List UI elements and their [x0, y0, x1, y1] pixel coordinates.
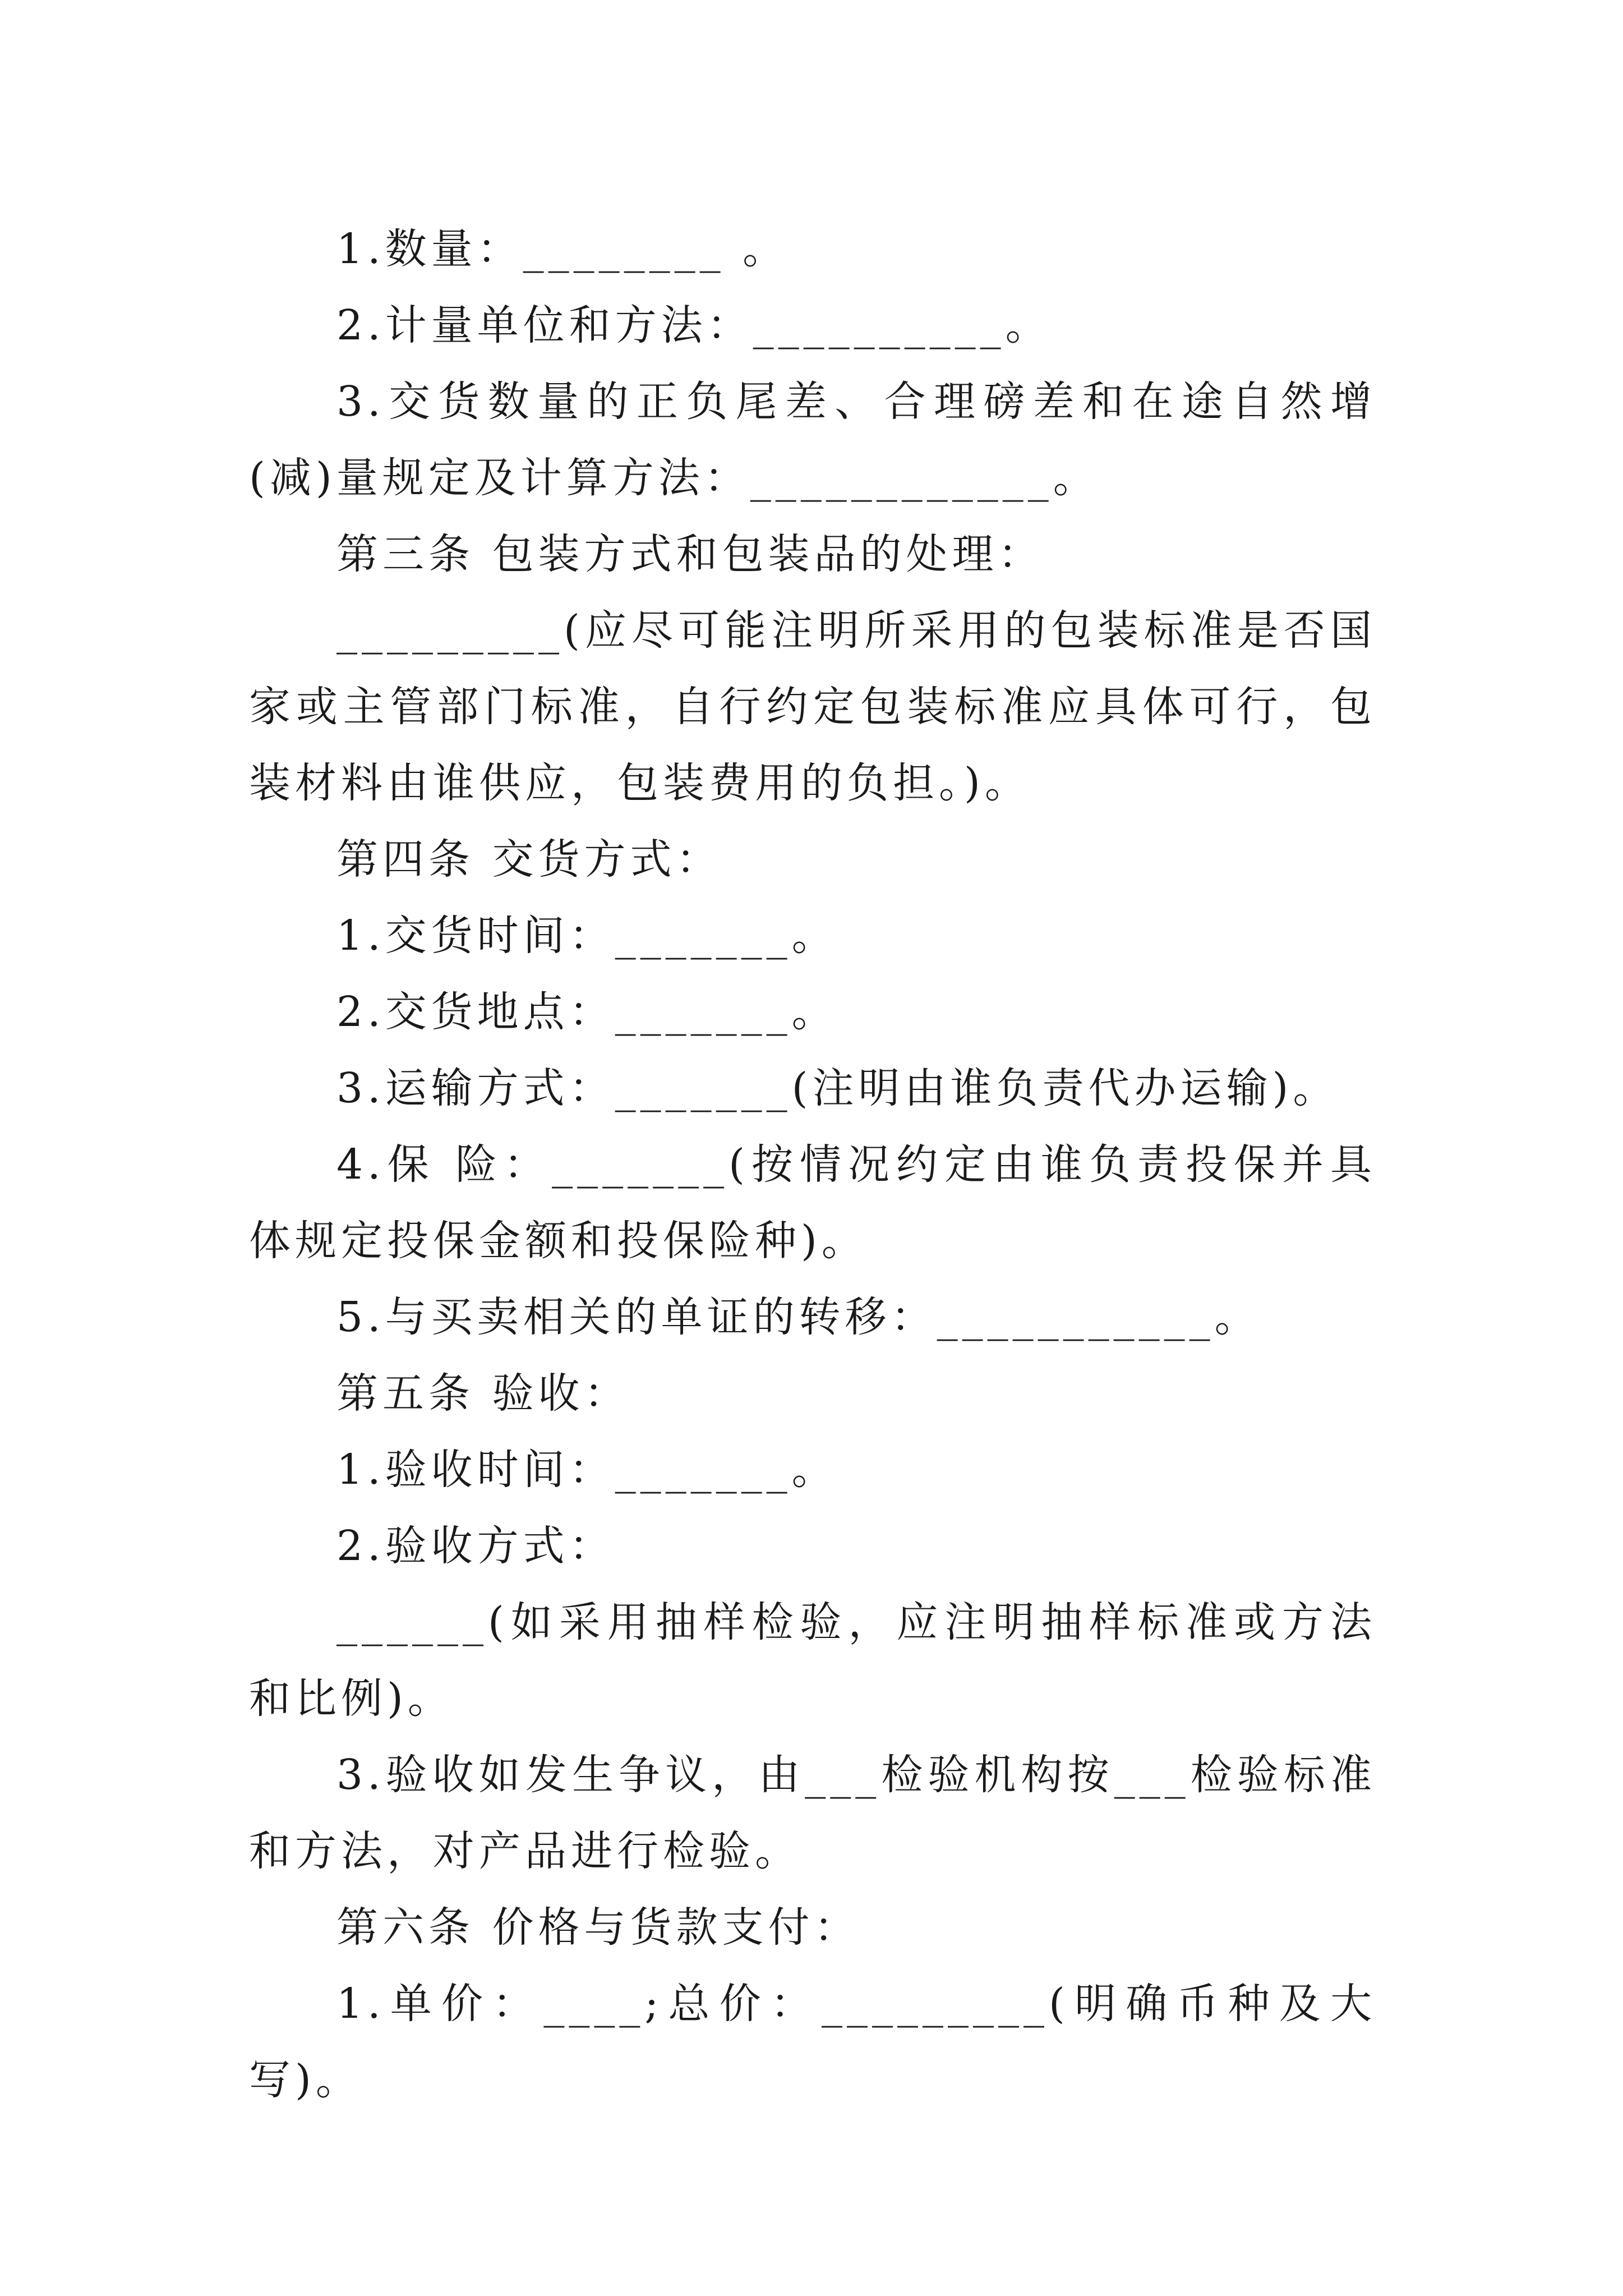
clause-transport: 3.运输方式：_______(注明由谁负责代办运输)。	[336, 1064, 1339, 1112]
clause-measurement-unit: 2.计量单位和方法：__________。	[336, 301, 1052, 349]
document-body	[249, 211, 1376, 2118]
clause-acceptance-time: 1.验收时间：_______。	[336, 1446, 838, 1494]
clause-insurance: 4.保 险：_______(按情况约定由谁负责投保并具体规定投保金额和投保险种)。	[249, 1140, 1376, 1265]
article-5-heading: 第五条 验收：	[336, 1369, 630, 1418]
article-4-heading: 第四条 交货方式：	[336, 835, 722, 884]
clause-delivery-place: 2.交货地点：_______。	[336, 988, 838, 1036]
clause-acceptance-method: 2.验收方式：	[336, 1522, 615, 1570]
clause-quantity-tolerance: 3.交货数量的正负尾差、合理磅差和在途自然增(减)量规定及计算方法：____________。	[249, 378, 1376, 502]
clause-quantity: 1.数量：________ 。	[336, 225, 789, 273]
clause-dispute-inspection: 3.验收如发生争议，由___检验机构按___检验标准和方法，对产品进行检验。	[249, 1751, 1376, 1875]
clause-price: 1.单价：____;总价：_________(明确币种及大写)。	[249, 1980, 1376, 2104]
clause-documents-transfer: 5.与买卖相关的单证的转移：___________。	[336, 1293, 1261, 1341]
clause-sampling: ______(如采用抽样检验，应注明抽样标准或方法和比例)。	[249, 1598, 1376, 1723]
article-3-heading: 第三条 包装方式和包装品的处理：	[336, 530, 1044, 578]
article-6-heading: 第六条 价格与货款支付：	[336, 1903, 860, 1952]
clause-packaging: _________(应尽可能注明所采用的包装标准是否国家或主管部门标准，自行约定包装标准应具体可行，包装材料由谁供应，包装费用的负担。)。	[249, 606, 1376, 807]
clause-delivery-time: 1.交货时间：_______。	[336, 912, 838, 960]
